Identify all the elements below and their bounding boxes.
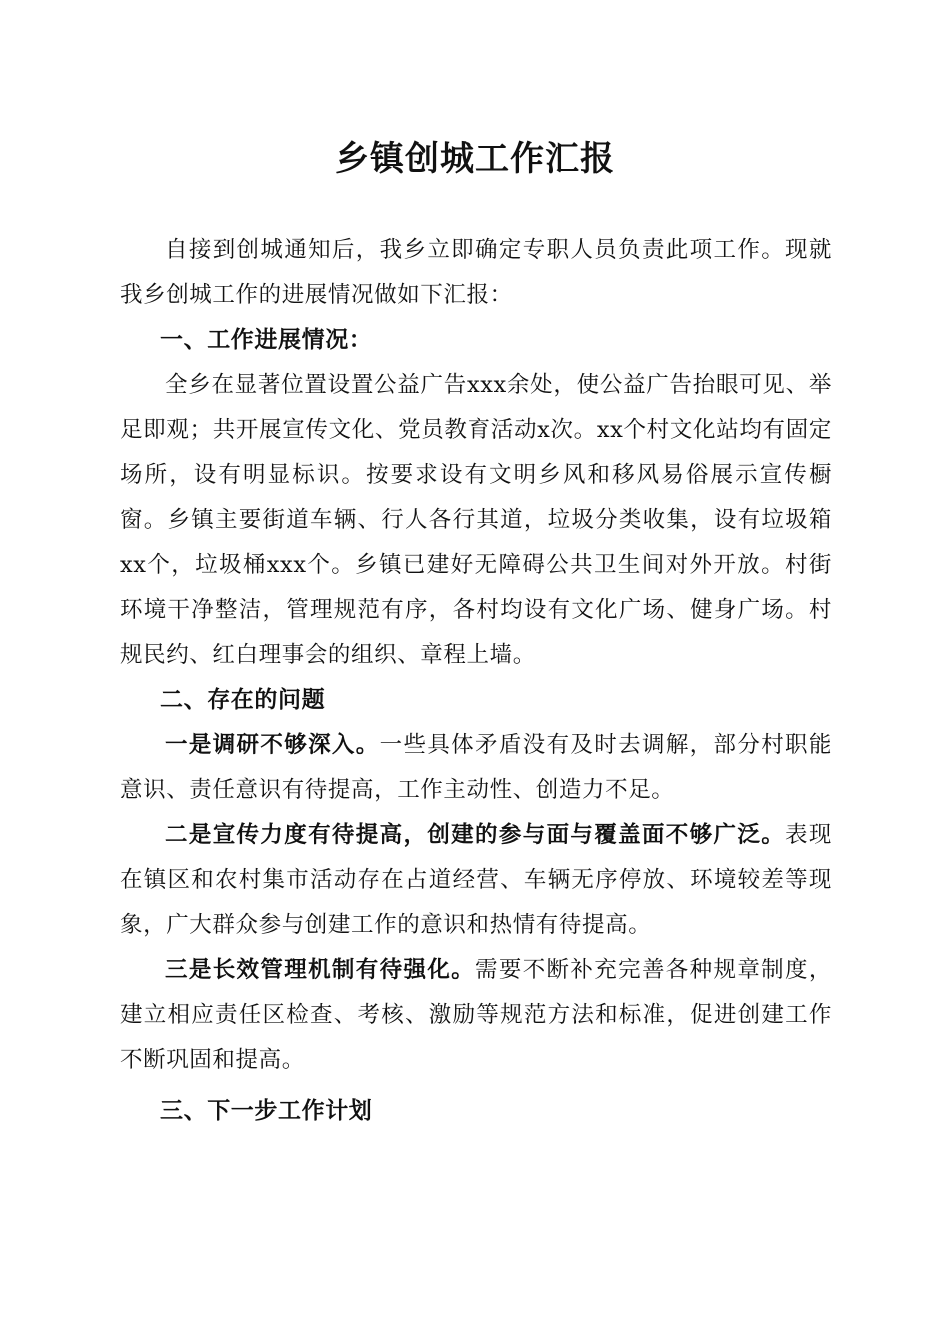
problem-text-3: 需要不断补充完善各种规章制度，建立相应责任区检查、考核、激励等规范方法和标准，促进创建工作不断巩固和提高。 [120,957,832,1073]
problem-lead-2: 二是宣传力度有待提高，创建的参与面与覆盖面不够广泛。 [165,822,786,848]
problem-paragraph-3 [120,948,832,1083]
problem-text-1: 一些具体矛盾没有及时去调解，部分村职能意识、责任意识有待提高，工作主动性、创造力不足。 [120,732,832,803]
document-title: 乡镇创城工作汇报 [335,139,615,179]
document-body [120,228,832,1134]
section-heading-progress: 一、工作进展情况： [160,327,373,353]
progress-paragraph: 全乡在显著位置设置公益广告xxx余处，使公益广告抬眼可见、举足即观；共开展宣传文化、党员教育活动x次。xx个村文化站均有固定场所，设有明显标识。按要求设有文明乡风和移风易俗展示宣传橱窗。乡镇主要街道车辆、行人各行其道，垃圾分类收集，设有垃圾箱xx个，垃圾桶xxx个。乡镇已建好无障碍公共卫生间对外开放。村街环境干净整洁，管理规范有序，各村均设有文化广场、健身广场。村规民约、红白理事会的组织、章程上墙。 [120,372,832,668]
section-heading-problems: 二、存在的问题 [160,687,326,713]
section-heading-plan: 三、下一步工作计划 [160,1098,373,1124]
problem-lead-1: 一是调研不够深入。 [165,732,380,758]
problem-lead-3: 三是长效管理机制有待强化。 [165,957,476,983]
problem-paragraph-1 [120,723,832,813]
intro-paragraph: 自接到创城通知后，我乡立即确定专职人员负责此项工作。现就我乡创城工作的进展情况做如下汇报： [120,237,832,308]
problem-text-2: 表现在镇区和农村集市活动存在占道经营、车辆无序停放、环境较差等现象，广大群众参与创建工作的意识和热情有待提高。 [120,822,832,938]
problem-paragraph-2 [120,813,832,948]
